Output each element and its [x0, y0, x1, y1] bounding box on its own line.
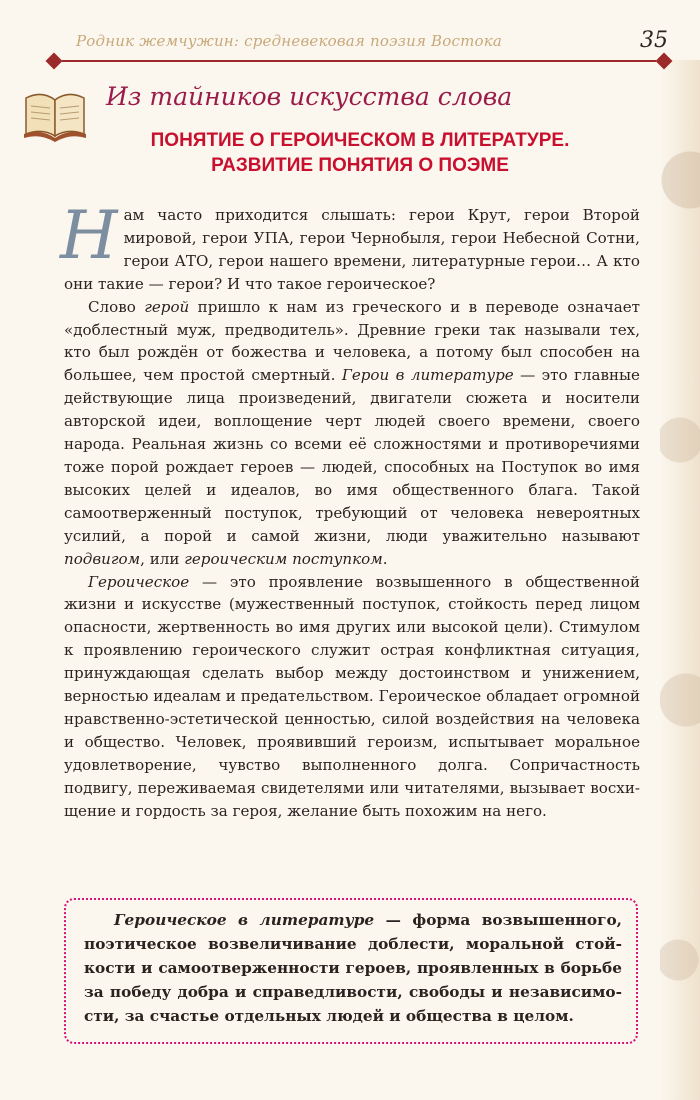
running-title: Родник жемчужин: средневековая поэзия Востока	[76, 32, 503, 50]
definition-term: Героическое в литературе	[114, 911, 375, 929]
text-run: пришло к нам из греческого и в переводе означает «доблестный муж, предводитель». Древние греки так называли тех, кто был рождён от божества и человека, а потому был способен на большее, чем простой смертный.	[64, 297, 640, 385]
section-title: Из тайников искусства слова	[106, 82, 513, 111]
italic-term: Героическое	[88, 572, 190, 591]
text-run: — это главные действующие лица произведений, двигатели сюжета и носители авторской идеи, воплощение черт людей своего времени, своего народа. Реальная жизнь со всеми её сложностями и противоречиями тоже порой рождает героев — людей, способных на Поступок во имя высоких целей и идеалов, во имя общественного блага. Такой самоотверженный поступок, требующий от человека невероятных усилий, а порой и самой жизни, люди уважительно называют	[64, 366, 640, 545]
page-header	[44, 26, 674, 66]
definition-text	[84, 908, 622, 1028]
italic-term: герой	[144, 297, 190, 316]
italic-term: подвигом	[64, 549, 141, 568]
paragraph-1	[60, 197, 640, 296]
decorative-border	[660, 60, 700, 1100]
text-run: Слово	[88, 297, 145, 316]
body-text	[60, 197, 640, 822]
drop-cap: Н	[60, 197, 118, 274]
page-number: 35	[640, 28, 668, 53]
definition-box	[64, 898, 638, 1044]
headline-line-2: РАЗВИТИЕ ПОНЯТИЯ О ПОЭМЕ	[211, 155, 509, 176]
italic-term: героическим поступком	[184, 549, 383, 568]
paragraph-2	[64, 296, 640, 571]
header-divider	[62, 60, 656, 62]
text-run: — это проявление возвышенного в общественной жизни и искусстве (мужественный поступок, стойкость перед лицом опасности, жертвенность во имя других или высокой цели). Стимулом к проявлению героического служит острая конфликтная ситуация, принуждающая сделать выбор между достоинством и унижением, верностью идеалам и предательством. Героическое обладает огромной нравственно-эстетической ценностью, силой воздействия на человека и общество. Человек, проявивший героизм, испытывает моральное удовлетворение, чувство выполненного долга. Сопричастность подвигу, переживаемая свидетелями или читателями, вызывает восхищение и гордость за героя, желание быть похожим на него.	[64, 572, 640, 820]
text-run: .	[382, 549, 388, 568]
paragraph-3	[64, 571, 640, 823]
definition-body: — форма возвышенного, поэтическое возвеличивание доблести, моральной стойкости и самоотверженности героев, проявленных в борьбе за победу добра и справедливости, свободы и независимости, за счастье отдельных людей и общества в целом.	[84, 911, 622, 1025]
page-headline	[80, 128, 640, 178]
text-run: , или	[140, 549, 185, 568]
paragraph-1-text: ам часто приходится слышать: герои Крут, герои Второй мировой, герои УПА, герои Чернобыля, герои Небесной Сотни, герои АТО, герои нашего времени, литературные герои… А кто они такие — герои? И что такое героическое?	[64, 206, 640, 293]
headline-line-1: ПОНЯТИЕ О ГЕРОИЧЕСКОМ В ЛИТЕРАТУРЕ.	[150, 130, 570, 151]
italic-term: Герои в литературе	[341, 366, 514, 385]
